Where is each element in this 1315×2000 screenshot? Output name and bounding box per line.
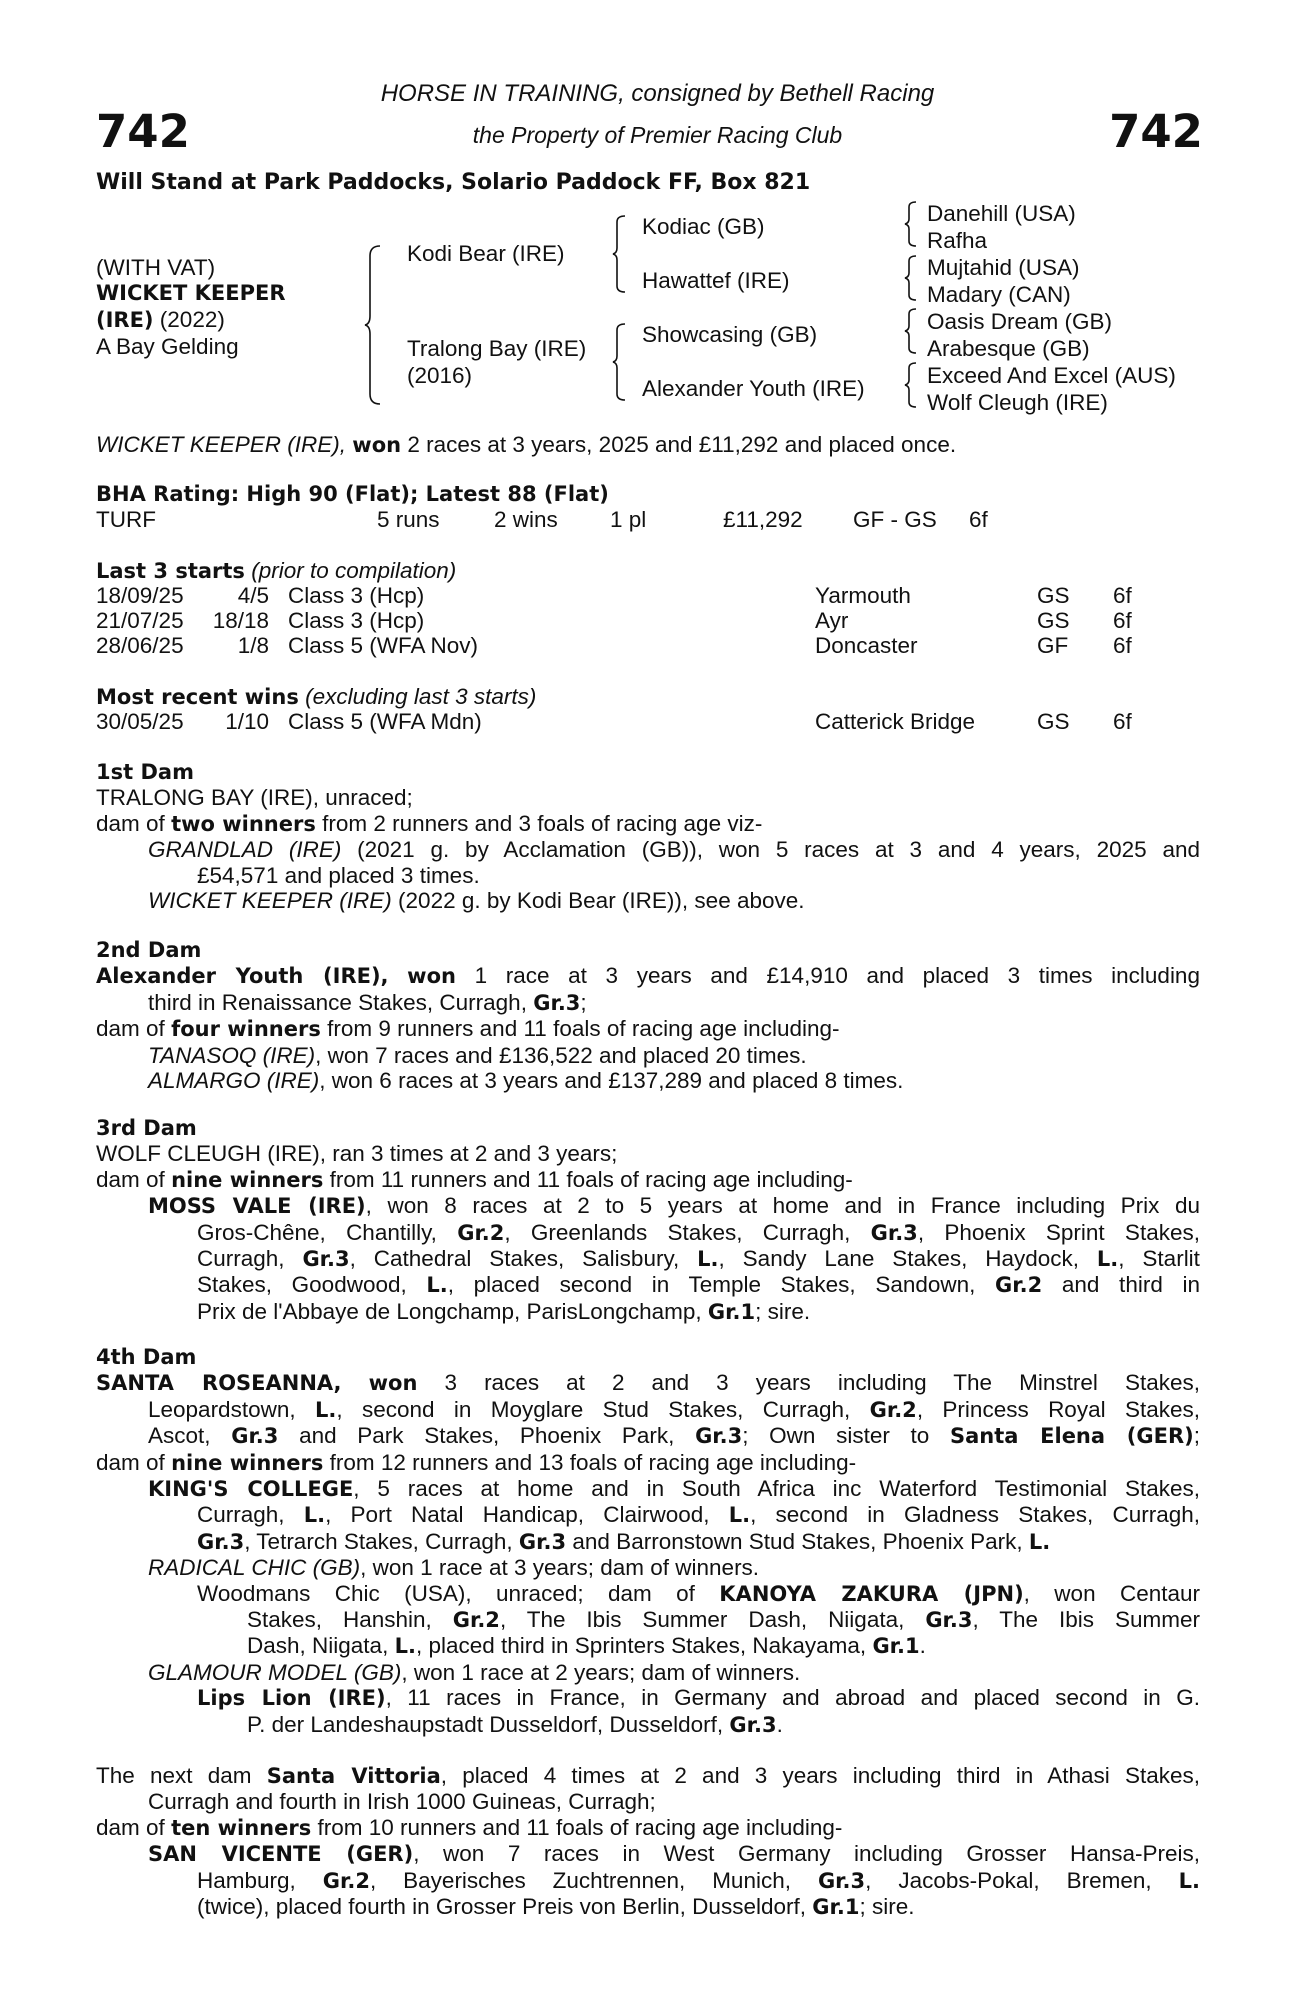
woodmans-chic-line [96,1581,1200,1607]
pedigree-ggs-4: Madary (CAN) [927,282,1071,307]
pedigree-brace-ggs3 [904,307,918,355]
moss-vale-cont-1 [96,1220,1200,1246]
second-dam-produce [96,1016,1200,1042]
progeny-text: (2022 g. by Kodi Bear (IRE)), see above. [398,888,805,914]
text: , The Ibis Summer [972,1607,1200,1633]
progeny-tanasoq [96,1043,1200,1068]
pedigree-ggs-6: Arabesque (GB) [927,336,1090,361]
winners-count: nine winners [171,1167,324,1192]
text: Ascot, [148,1423,211,1449]
summary-horse-name: WICKET KEEPER (IRE), [96,432,347,457]
text: ; sire. [755,1298,811,1324]
start-distance: 6f [1113,633,1132,658]
progeny-radical-chic [96,1555,1200,1580]
horse-origin-year [96,307,225,333]
fourth-dam-section [96,1345,1200,1738]
text: , Tetrarch Stakes, Curragh, [244,1528,513,1554]
summary-won: won [352,433,402,457]
text: , 5 races at home and in South Africa inc Waterford Testimonial Stakes, [353,1476,1200,1502]
vat-note: (WITH VAT) [96,255,216,280]
text: from 10 runners and 11 foals of racing age including- [317,1814,843,1840]
summary-text: 2 races at 3 years, 2025 and £11,292 and placed once. [407,432,957,457]
win-position: 1/10 [225,709,269,734]
third-dam-title: 3rd Dam [96,1116,197,1140]
horse-year: (2022) [159,307,225,332]
property-line: the Property of Premier Racing Club [472,122,843,148]
start-going: GS [1037,608,1070,633]
next-dam-produce [96,1815,1200,1841]
text: , The Ibis Summer Dash, Niigata, [499,1607,905,1633]
text: , Sandy Lane Stakes, Haydock, [718,1246,1080,1272]
start-going: GS [1037,583,1070,608]
text: from 12 runners and 13 foals of racing age including- [329,1449,857,1475]
progeny-name: Lips Lion (IRE) [197,1686,386,1711]
grade: Gr.3 [870,1220,918,1245]
fourth-dam-cont-1 [96,1397,1200,1423]
pedigree-dam-year: (2016) [407,363,473,388]
san-vicente-cont-1 [96,1868,1200,1894]
progeny-name: MOSS VALE (IRE) [148,1194,366,1219]
progeny-glamour-model [96,1660,1200,1685]
winners-count: four winners [171,1017,321,1042]
start-class: Class 3 (Hcp) [288,583,425,608]
text: dam of [96,1166,165,1192]
text: , Port Natal Handicap, Clairwood, [325,1502,710,1528]
text: dam of [96,810,165,836]
pedigree-ggs-3: Mujtahid (USA) [927,255,1080,280]
second-dam-line-cont [96,990,1200,1016]
first-dam-title: 1st Dam [96,760,194,784]
win-going: GS [1037,709,1070,734]
progeny-name: KING'S COLLEGE [148,1477,354,1502]
grade: L. [697,1247,719,1272]
grade: L. [1178,1868,1200,1893]
consignor-line: HORSE IN TRAINING, consigned by Bethell Racing [380,80,935,107]
progeny-kings-college [96,1476,1200,1502]
kings-college-cont-1 [96,1502,1200,1528]
fourth-dam-line [96,1370,1200,1396]
pedigree-sire-dam: Hawattef (IRE) [642,268,790,293]
progeny-text: (2021 g. by Acclamation (GB)), won 5 races at 3 and 4 years, 2025 and [357,837,1200,863]
start-class: Class 3 (Hcp) [288,608,425,633]
start-date: 21/07/25 [96,608,184,633]
text: ; Own sister to [742,1423,930,1449]
text: , won 7 races in West Germany including Grosser Hansa-Preis, [413,1841,1201,1867]
grade: L. [314,1397,337,1422]
progeny-name: RADICAL CHIC (GB) [148,1555,361,1581]
text: , placed 4 times at 2 and 3 years including third in Athasi Stakes, [440,1763,1200,1788]
grade: Gr.3 [533,990,581,1015]
text: from 2 runners and 3 foals of racing age viz- [322,810,763,836]
progeny-name: KANOYA ZAKURA (JPN) [719,1581,1024,1606]
pedigree-dam: Tralong Bay (IRE) [407,336,587,361]
win-class: Class 5 (WFA Mdn) [288,709,482,734]
progeny-text: , won 7 races and £136,522 and placed 20 times. [315,1042,807,1068]
pedigree-ggs-1: Danehill (USA) [927,201,1076,226]
progeny-name: TANASOQ (IRE) [148,1042,316,1068]
lot-number-right: 742 [1109,105,1203,158]
winners-count: ten winners [171,1815,312,1840]
grade: Gr.3 [695,1424,743,1449]
grade: L. [426,1273,448,1298]
text: , second in Moyglare Stud Stakes, Curragh, [336,1396,851,1422]
pedigree-brace-sire [612,214,628,294]
pedigree-sire: Kodi Bear (IRE) [407,241,565,266]
grade: L. [1028,1529,1051,1554]
text: , won Centaur [1023,1580,1201,1606]
rating-runs: 5 runs [377,507,440,532]
rating-distance: 6f [969,507,988,532]
pedigree-ggs-2: Rafha [927,228,988,253]
lot-number-left: 742 [96,105,190,158]
text: from 11 runners and 11 foals of racing age including- [329,1166,853,1192]
start-course: Ayr [815,608,849,633]
recent-wins-note: (excluding last 3 starts) [305,684,537,709]
grade: Gr.3 [729,1712,777,1737]
grade: Gr.2 [452,1608,500,1633]
win-date: 30/05/25 [96,709,184,734]
grade: L. [394,1634,416,1659]
start-class: Class 5 (WFA Nov) [288,633,479,658]
start-going: GF [1037,633,1069,658]
pedigree-ggs-7: Exceed And Excel (AUS) [927,363,1176,388]
progeny-text: , won 6 races at 3 years and £137,289 and placed 8 times. [319,1068,904,1094]
text: Woodmans Chic (USA), unraced; dam of [197,1580,695,1606]
grade: Gr.3 [817,1868,866,1893]
text: dam of [96,1016,165,1042]
moss-vale-cont-2 [96,1246,1200,1272]
pedigree-brace-ggs1 [904,200,918,248]
progeny-grandlad-cont: £54,571 and placed 3 times. [197,862,480,888]
second-dam-section [96,938,1200,1093]
horse-description: A Bay Gelding [96,334,239,359]
grade: Gr.2 [869,1397,917,1422]
grade: Gr.3 [925,1608,973,1633]
progeny-lips-lion [96,1685,1200,1711]
fourth-dam-title: 4th Dam [96,1345,197,1369]
third-dam-section [96,1116,1200,1325]
text: ; [580,989,587,1015]
next-dam-section [96,1763,1200,1920]
text: , Starlit [1118,1246,1200,1272]
next-dam-line [96,1763,1200,1789]
text: , won 8 races at 2 to 5 years at home and in France including Prix du [365,1193,1200,1219]
text: , won 1 race at 3 years; dam of winners. [360,1555,760,1581]
text: , placed second in Temple Stakes, Sandown, [447,1272,976,1298]
last-starts-title: Last 3 starts [96,559,245,583]
pedigree-sire-sire: Kodiac (GB) [642,214,765,239]
won-label: won [407,964,456,989]
pedigree-dam-dam: Alexander Youth (IRE) [642,376,865,401]
winners-count: nine winners [171,1450,324,1475]
text: Stakes, Goodwood, [197,1272,407,1298]
last-starts-note: (prior to compilation) [251,558,457,583]
start-date: 18/09/25 [96,583,184,608]
moss-vale-cont-4 [96,1299,1200,1325]
first-dam-line: TRALONG BAY (IRE), unraced; [96,785,413,811]
text: and Barronstown Stud Stakes, Phoenix Park, [572,1528,1023,1554]
start-distance: 6f [1113,583,1132,608]
start-distance: 6f [1113,608,1132,633]
text: Stakes, Hanshin, [247,1607,432,1633]
third-dam-line: WOLF CLEUGH (IRE), ran 3 times at 2 and 3 years; [96,1141,618,1167]
grade: Gr.1 [707,1299,756,1324]
progeny-moss-vale [96,1193,1200,1219]
won-label: won [368,1371,418,1396]
third-dam-produce [96,1167,1200,1193]
text: , 11 races in France, in Germany and abroad and placed second in G. [385,1685,1201,1711]
progeny-grandlad [96,837,1200,862]
text: Dash, Niigata, [247,1633,389,1659]
woodmans-chic-cont-2 [96,1633,1200,1659]
kings-college-cont-2 [96,1529,1200,1555]
text: , won 1 race at 2 years; dam of winners. [401,1659,801,1685]
woodmans-chic-cont-1 [96,1607,1200,1633]
text: dam of [96,1814,165,1840]
progeny-almargo [96,1068,1200,1093]
bha-rating: BHA Rating: High 90 (Flat); Latest 88 (Flat) [96,482,609,506]
progeny-name: ALMARGO (IRE) [148,1068,320,1094]
fourth-dam-produce [96,1450,1200,1476]
rating-wins: 2 wins [494,507,558,532]
text: Leopardstown, [148,1396,296,1422]
san-vicente-cont-2 [96,1894,1200,1920]
pedigree-brace-ggs4 [904,361,918,409]
text: , Princess Royal Stakes, [916,1396,1200,1422]
text: , Cathedral Stakes, Salisbury, [349,1246,680,1272]
grade: L. [1096,1247,1119,1272]
second-dam-title: 2nd Dam [96,938,202,962]
text: and Park Stakes, Phoenix Park, [299,1423,675,1449]
grade: Gr.2 [995,1273,1043,1298]
text: Prix de l'Abbaye de Longchamp, ParisLongchamp, [197,1298,702,1324]
progeny-wicket-keeper [96,888,1200,913]
start-position: 4/5 [237,583,269,608]
win-distance: 6f [1113,709,1132,734]
grade: L. [728,1503,751,1528]
pedigree-dam-sire: Showcasing (GB) [642,322,818,347]
first-dam-produce [96,811,1200,837]
recent-wins-heading [96,684,536,710]
grade: Gr.2 [322,1868,370,1893]
sister-name: Santa Elena (GER) [949,1424,1194,1449]
text: , Jacobs-Pokal, Bremen, [865,1867,1152,1893]
start-date: 28/06/25 [96,633,184,658]
text: The next dam [96,1763,252,1788]
start-course: Doncaster [815,633,918,658]
grade: Gr.2 [457,1220,505,1245]
rating-placed: 1 pl [610,507,647,532]
text: ; [1193,1423,1200,1449]
stand-location: Will Stand at Park Paddocks, Solario Paddock FF, Box 821 [96,170,811,195]
text: 1 race at 3 years and £14,910 and placed 3 times including [474,963,1200,989]
dam-name: SANTA ROSEANNA, [96,1371,342,1396]
text: Curragh, [197,1502,285,1528]
text: . [776,1711,783,1737]
progeny-name: WICKET KEEPER (IRE) [148,888,392,914]
second-dam-line [96,963,1200,989]
text: third in Renaissance Stakes, Curragh, [148,989,527,1015]
text: , Bayerisches Zuchtrennen, Munich, [369,1867,791,1893]
text: Gros-Chêne, Chantilly, [197,1219,437,1245]
horse-name: WICKET KEEPER [96,281,286,305]
text: and third in [1061,1272,1200,1298]
text: from 9 runners and 11 foals of racing age including- [327,1016,840,1042]
dam-name: Santa Vittoria [266,1764,441,1788]
grade: Gr.3 [231,1424,279,1449]
race-summary [96,432,956,458]
text: 3 races at 2 and 3 years including The Minstrel Stakes, [444,1370,1200,1396]
text: , placed third in Sprinters Stakes, Nakayama, [415,1633,867,1659]
rating-prize-money: £11,292 [723,507,803,532]
text: , Greenlands Stakes, Curragh, [504,1219,851,1245]
pedigree-ggs-5: Oasis Dream (GB) [927,309,1113,334]
text: Hamburg, [197,1867,296,1893]
moss-vale-cont-3 [96,1272,1200,1298]
progeny-san-vicente [96,1841,1200,1867]
text: ; sire. [859,1894,915,1920]
pedigree-brace-dam [612,322,628,402]
text: (twice), placed fourth in Grosser Preis von Berlin, Dusseldorf, [197,1894,806,1920]
grade: L. [303,1503,326,1528]
grade: Gr.3 [518,1529,567,1554]
rating-surface: TURF [96,507,156,532]
pedigree-brace-main [364,244,384,406]
start-course: Yarmouth [815,583,911,608]
win-course: Catterick Bridge [815,709,976,734]
start-position: 1/8 [237,633,269,658]
fourth-dam-cont-2 [96,1423,1200,1449]
grade: Gr.3 [197,1529,245,1554]
last-starts-heading [96,558,456,584]
text: , Phoenix Sprint Stakes, [917,1219,1200,1245]
winners-count: two winners [171,811,316,836]
start-position: 18/18 [212,608,269,633]
text: Curragh, [197,1246,285,1272]
grade: Gr.3 [302,1247,350,1272]
progeny-name: SAN VICENTE (GER) [148,1842,414,1867]
grade: Gr.1 [812,1895,860,1920]
progeny-name: GRANDLAD (IRE) [148,837,342,863]
recent-wins-title: Most recent wins [96,685,299,709]
first-dam-section [96,760,1200,913]
dam-name: Alexander Youth (IRE), [96,964,389,989]
next-dam-cont: Curragh and fourth in Irish 1000 Guineas, Curragh; [148,1789,656,1815]
text: , second in Gladness Stakes, Curragh, [750,1502,1200,1528]
pedigree-ggs-8: Wolf Cleugh (IRE) [927,390,1108,415]
grade: Gr.1 [872,1634,920,1659]
horse-origin: (IRE) [96,308,154,332]
pedigree-brace-ggs2 [904,254,918,302]
text: dam of [96,1449,165,1475]
rating-going: GF - GS [853,507,937,532]
text: P. der Landeshaupstadt Dusseldorf, Dusseldorf, [247,1711,724,1737]
text: . [919,1633,926,1659]
lips-lion-cont [96,1712,1200,1738]
progeny-name: GLAMOUR MODEL (GB) [148,1659,402,1685]
